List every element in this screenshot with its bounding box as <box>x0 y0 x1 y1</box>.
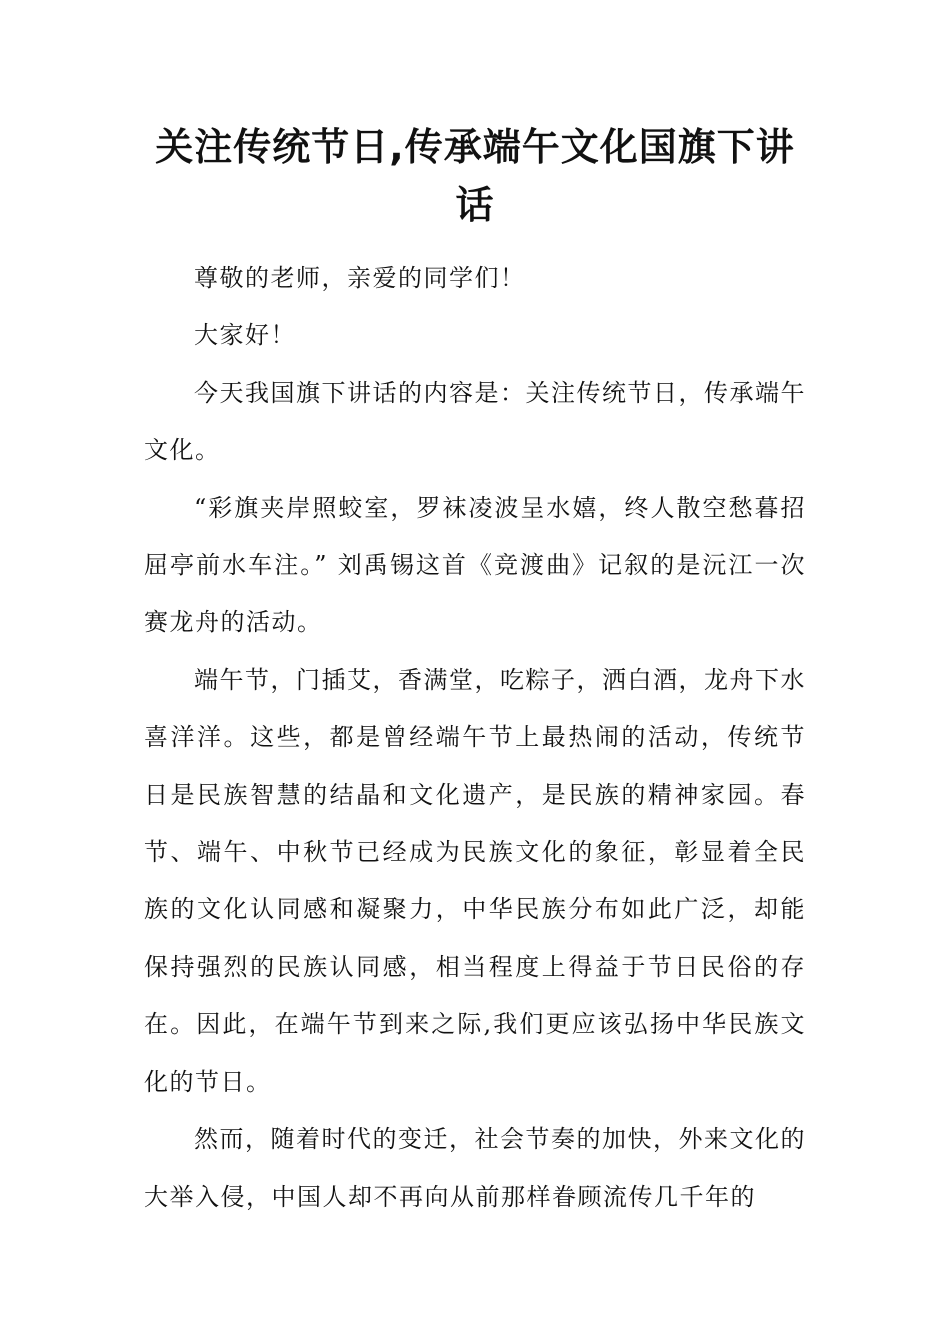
paragraph-hello: 大家好！ <box>194 321 296 350</box>
paragraph-customs: 端午节，门插艾，香满堂，吃粽子，洒白酒，龙舟下水喜洋洋。这些，都是曾经端午节上最热闹的活动，传统节日是民族智慧的结晶和文化遗产，是民族的精神家园。春节、端午、中秋节已经成为民族文化的象征，彰显着全民族的文化认同感和凝聚力，中华民族分布如此广泛，却能保持强烈的民族认同感，相当程度上得益于节日民俗的存在。因此，在端午节到来之际,我们更应该弘扬中华民族文化的节日。 <box>144 665 806 1096</box>
document-title: 关注传统节日,传承端午文化国旗下讲话 <box>155 125 795 227</box>
paragraph-poem: “彩旗夹岸照蛟室，罗袜凌波呈水嬉，终人散空愁暮招屈亭前水车注。” 刘禹锡这首《竞渡曲》记叙的是沅江一次赛龙舟的活动。 <box>144 493 806 637</box>
paragraph-topic: 今天我国旗下讲话的内容是：关注传统节日，传承端午文化。 <box>144 378 806 465</box>
document-body <box>144 250 806 1226</box>
paragraph-however: 然而，随着时代的变迁，社会节奏的加快，外来文化的大举入侵，中国人却不再向从前那样眷顾流传几千年的 <box>144 1125 806 1211</box>
paragraph-greeting: 尊敬的老师，亲爱的同学们！ <box>194 264 526 292</box>
